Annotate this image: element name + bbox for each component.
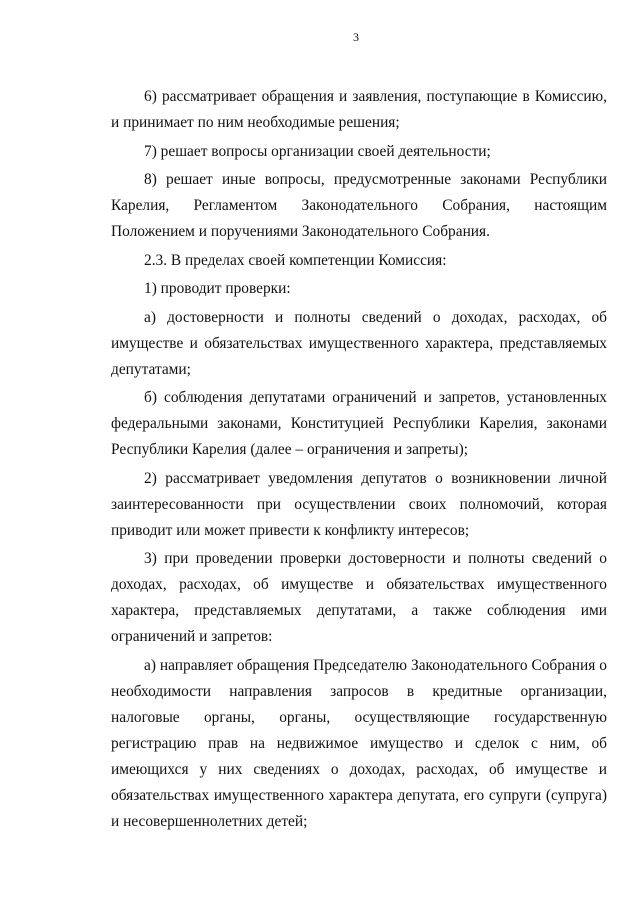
- paragraph-item-2: 2) рассматривает уведомления депутатов о возникновении личной заинтересованности при осуществлении своих полномочий, которая приводит или может привести к конфликту интересов;: [111, 469, 607, 539]
- paragraph-subitem-a-income-check: а) достоверности и полноты сведений о доходах, расходах, об имуществе и обязательствах имущественного характера, представляемых депутатами;: [111, 308, 607, 378]
- paragraph-subitem-a-requests: а) направляет обращения Председателю Законодательного Собрания о необходимости направления запросов в кредитные организации, налоговые органы, органы, осуществляющие государственную регистрацию прав на недвижимое имущество и сделок с ним, об имеющихся у них сведениях о доходах, расходах, об имуществе и обязательствах имущественного характера депутата, его супруги (супруга) и несовершеннолетних детей;: [111, 656, 607, 830]
- page-number: 3: [353, 30, 359, 44]
- paragraph-item-1: 1) проводит проверки:: [144, 280, 291, 297]
- paragraph-item-6: 6) рассматривает обращения и заявления, поступающие в Комиссию, и принимает по ним необходимые решения;: [111, 88, 607, 131]
- paragraph-item-3: 3) при проведении проверки достоверности и полноты сведений о доходах, расходах, об имуществе и обязательствах имущественного характера, представляемых депутатами, а также соблюдения ими ограничений и запретов:: [111, 550, 607, 645]
- paragraph-subitem-b-restrictions-check: б) соблюдения депутатами ограничений и запретов, установленных федеральными законами, Конституцией Республики Карелия, законами Республики Карелия (далее – ограничения и запреты);: [111, 389, 607, 458]
- section-2-3-heading: 2.3. В пределах своей компетенции Комиссия:: [144, 251, 447, 269]
- paragraph-item-7: 7) решает вопросы организации своей деятельности;: [144, 142, 491, 160]
- paragraph-item-8: 8) решает иные вопросы, предусмотренные законами Республики Карелия, Регламентом Законодательного Собрания, настоящим Положением и поручениями Законодательного Собрания.: [111, 171, 607, 240]
- document-body: [111, 84, 607, 835]
